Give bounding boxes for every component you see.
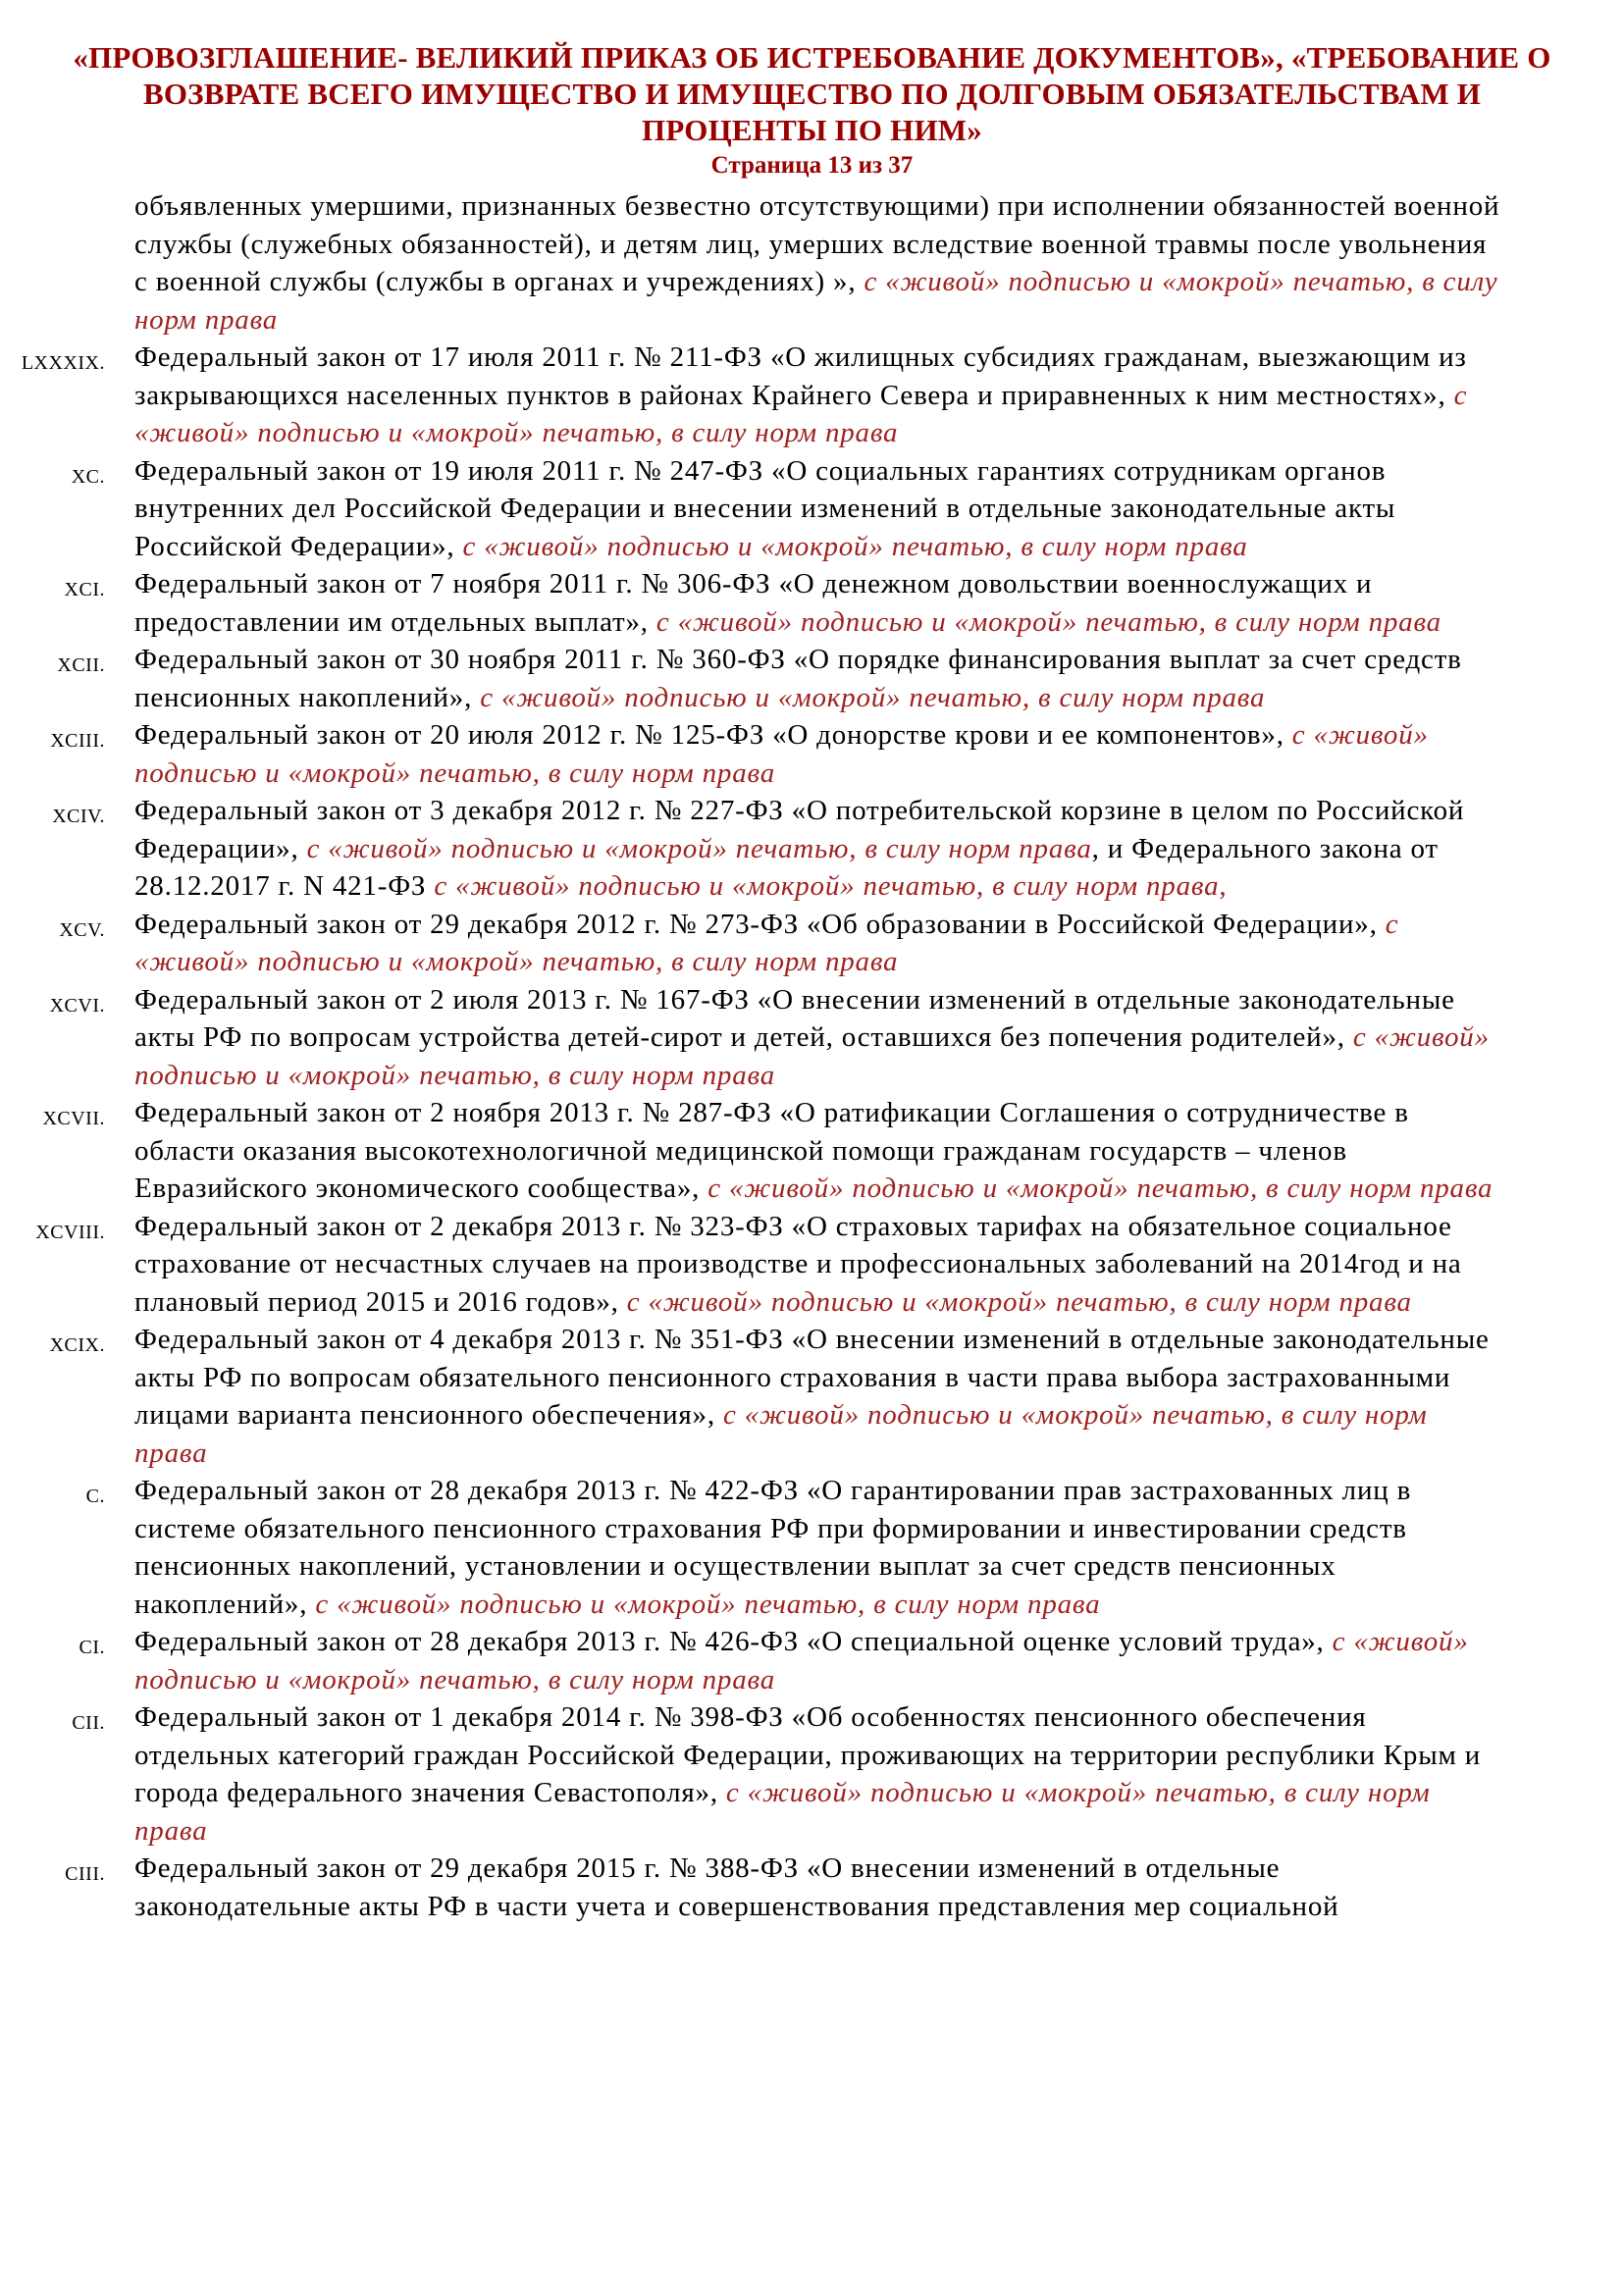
document-title-line: «ПРОВОЗГЛАШЕНИЕ- ВЕЛИКИЙ ПРИКАЗ ОБ ИСТРЕБОВАНИЕ ДОКУМЕНТОВ», «ТРЕБОВАНИЕ О [73, 40, 1551, 75]
document-title-line: ВОЗВРАТЕ ВСЕГО ИМУЩЕСТВО И ИМУЩЕСТВО ПО ДОЛГОВЫМ ОБЯЗАТЕЛЬСТВАМ И [142, 77, 1482, 111]
intro-paragraph [134, 187, 1501, 339]
law-item-text [134, 1850, 1501, 1925]
body-text: Федеральный закон от 7 ноября 2011 г. № 306-ФЗ «О денежном довольствии военнослужащих и предоставлении им отдельных выплат», [134, 568, 1373, 638]
page-indicator: Страница 13 из 37 [710, 152, 914, 179]
law-item [0, 716, 1624, 792]
law-item-text [134, 641, 1501, 716]
document-header [0, 39, 1624, 182]
accent-red-italic-text: с «живой» подписью и «мокрой» печатью, в силу норм права [134, 1399, 1428, 1469]
accent-red-italic-text: с «живой» подписью и «мокрой» печатью, в силу норм права [315, 1588, 1101, 1620]
accent-red-italic-text: с «живой» подписью и «мокрой» печатью, в силу норм права [306, 832, 1092, 864]
law-item-text [134, 792, 1501, 906]
body-text: Федеральный закон от 3 декабря 2012 г. № 227-ФЗ «О потребительской корзине в целом по Российской Федерации», [134, 795, 1465, 864]
accent-red-italic-text: с «живой» подписью и «мокрой» печатью, в силу норм права [134, 266, 1498, 336]
law-item [0, 906, 1624, 981]
law-item-text [134, 1321, 1501, 1472]
law-item-text [134, 1698, 1501, 1850]
law-item-text [134, 1208, 1501, 1322]
accent-red-italic-text: с «живой» подписью и «мокрой» печатью, в силу норм права [134, 908, 1399, 977]
law-item [0, 452, 1624, 566]
body-text: Федеральный закон от 30 ноября 2011 г. № 360-ФЗ «О порядке финансирования выплат за счет средств пенсионных накоплений», [134, 644, 1462, 713]
law-item [0, 339, 1624, 452]
law-item-text [134, 565, 1501, 641]
law-item-number: XCV. [59, 918, 105, 941]
accent-red-italic-text: с «живой» подписью и «мокрой» печатью, в силу норм права [462, 530, 1248, 562]
law-item-text [134, 339, 1501, 452]
document-title-line: ПРОЦЕНТЫ ПО НИМ» [642, 113, 982, 147]
law-item-number: C. [85, 1486, 105, 1507]
law-item-number: XC. [71, 465, 105, 488]
law-item [0, 981, 1624, 1095]
law-item-text [134, 1472, 1501, 1623]
accent-red-italic-text: с «живой» подписью и «мокрой» печатью, в силу норм права [707, 1173, 1493, 1204]
law-item-text [134, 906, 1501, 981]
body-text: Федеральный закон от 29 декабря 2015 г. № 388-ФЗ «О внесении изменений в отдельные законодательные акты РФ в части учета и совершенствования представления мер социальной [134, 1852, 1339, 1922]
body-text: Федеральный закон от 1 декабря 2014 г. № 398-ФЗ «Об особенностях пенсионного обеспечения отдельных категорий граждан Российской Федерации, проживающих на территории республики Крым и города федерального значения Севастополя», [134, 1701, 1482, 1808]
law-item-number: XCVIII. [35, 1221, 105, 1243]
accent-red-italic-text: с «живой» подписью и «мокрой» печатью, в силу норм права [480, 681, 1266, 713]
accent-red-italic-text: с «живой» подписью и «мокрой» печатью, в силу норм права, [434, 870, 1228, 902]
law-item-text [134, 1623, 1501, 1698]
law-item [0, 1623, 1624, 1698]
law-item [0, 1208, 1624, 1322]
law-item-number: XCII. [57, 654, 105, 676]
law-item-text [134, 1094, 1501, 1208]
law-item-number: XCIX. [49, 1334, 105, 1356]
accent-red-italic-text: с «живой» подписью и «мокрой» печатью, в силу норм права [134, 719, 1429, 789]
body-text: Федеральный закон от 20 июля 2012 г. № 125-ФЗ «О донорстве крови и ее компонентов», [134, 719, 1292, 751]
law-item [0, 1698, 1624, 1850]
law-item-number: XCVI. [49, 994, 105, 1017]
accent-red-italic-text: с «живой» подписью и «мокрой» печатью, в силу норм права [134, 1777, 1431, 1847]
document-body [0, 187, 1624, 1925]
accent-red-italic-text: с «живой» подписью и «мокрой» печатью, в силу норм права [134, 379, 1468, 448]
body-text: Федеральный закон от 29 декабря 2012 г. № 273-ФЗ «Об образовании в Российской Федерации», [134, 908, 1386, 940]
law-item [0, 641, 1624, 716]
law-list [0, 339, 1624, 1925]
law-item-number: XCVII. [42, 1108, 105, 1129]
document-title [0, 39, 1624, 148]
law-item-number: LXXXIX. [21, 352, 105, 374]
law-item [0, 1321, 1624, 1472]
body-text: Федеральный закон от 2 ноября 2013 г. № 287-ФЗ «О ратификации Соглашения о сотрудничестве в области оказания высокотехнологичной медицинской помощи гражданам государств – членов Евразийского экономического сообщества», [134, 1097, 1409, 1204]
accent-red-italic-text: с «живой» подписью и «мокрой» печатью, в силу норм права [134, 1626, 1469, 1695]
law-item-number: XCIII. [50, 730, 105, 752]
law-item-number: CII. [72, 1712, 105, 1734]
body-text: Федеральный закон от 17 июля 2011 г. № 211-ФЗ «О жилищных субсидиях гражданам, выезжающим из закрывающихся населенных пунктов в районах Крайнего Севера и приравненных к ним местностях», [134, 341, 1467, 411]
law-item-text [134, 716, 1501, 792]
accent-red-italic-text: с «живой» подписью и «мокрой» печатью, в силу норм права [134, 1021, 1490, 1091]
body-text: Федеральный закон от 2 декабря 2013 г. № 323-ФЗ «О страховых тарифах на обязательное социальное страхование от несчастных случаев на производстве и профессиональных заболеваний на 2014год и на плановый период 2015 и 2016 годов», [134, 1210, 1462, 1318]
law-item-number: XCI. [64, 579, 105, 600]
accent-red-italic-text: с «живой» подписью и «мокрой» печатью, в силу норм права [626, 1285, 1412, 1318]
law-item-text [134, 981, 1501, 1095]
body-text: , и Федерального закона от 28.12.2017 г. N 421-ФЗ [134, 832, 1439, 902]
law-item-number: CIII. [65, 1863, 105, 1885]
law-item [0, 565, 1624, 641]
body-text: объявленных умершими, признанных безвестно отсутствующими) при исполнении обязанностей военной службы (служебных обязанностей), и детям лиц, умерших вследствие военной травмы после увольнения с военной службы (службы в органах и учреждениях) », [134, 190, 1500, 297]
body-text: Федеральный закон от 4 декабря 2013 г. № 351-ФЗ «О внесении изменений в отдельные законодательные акты РФ по вопросам обязательного пенсионного страхования в части права выбора застрахованными лицами варианта пенсионного обеспечения», [134, 1324, 1490, 1431]
law-item [0, 792, 1624, 906]
body-text: Федеральный закон от 2 июля 2013 г. № 167-ФЗ «О внесении изменений в отдельные законодательные акты РФ по вопросам устройства детей-сирот и детей, оставшихся без попечения родителей», [134, 983, 1455, 1053]
law-item [0, 1850, 1624, 1925]
law-item-number: XCIV. [52, 806, 105, 827]
body-text: Федеральный закон от 28 декабря 2013 г. № 426-ФЗ «О специальной оценке условий труда», [134, 1626, 1333, 1657]
body-text: Федеральный закон от 28 декабря 2013 г. № 422-ФЗ «О гарантировании прав застрахованных лиц в системе обязательного пенсионного страхования РФ при формировании и инвестировании средств пенсионных накоплений, установлении и осуществлении выплат за счет средств пенсионных накоплений», [134, 1475, 1412, 1620]
accent-red-italic-text: с «живой» подписью и «мокрой» печатью, в силу норм права [655, 605, 1441, 638]
law-item [0, 1472, 1624, 1623]
body-text: Федеральный закон от 19 июля 2011 г. № 247-ФЗ «О социальных гарантиях сотрудникам органов внутренних дел Российской Федерации и внесении изменений в отдельные законодательные акты Российской Федерации», [134, 454, 1396, 562]
law-item-number: CI. [79, 1637, 105, 1658]
law-item-text [134, 452, 1501, 566]
law-item [0, 1094, 1624, 1208]
